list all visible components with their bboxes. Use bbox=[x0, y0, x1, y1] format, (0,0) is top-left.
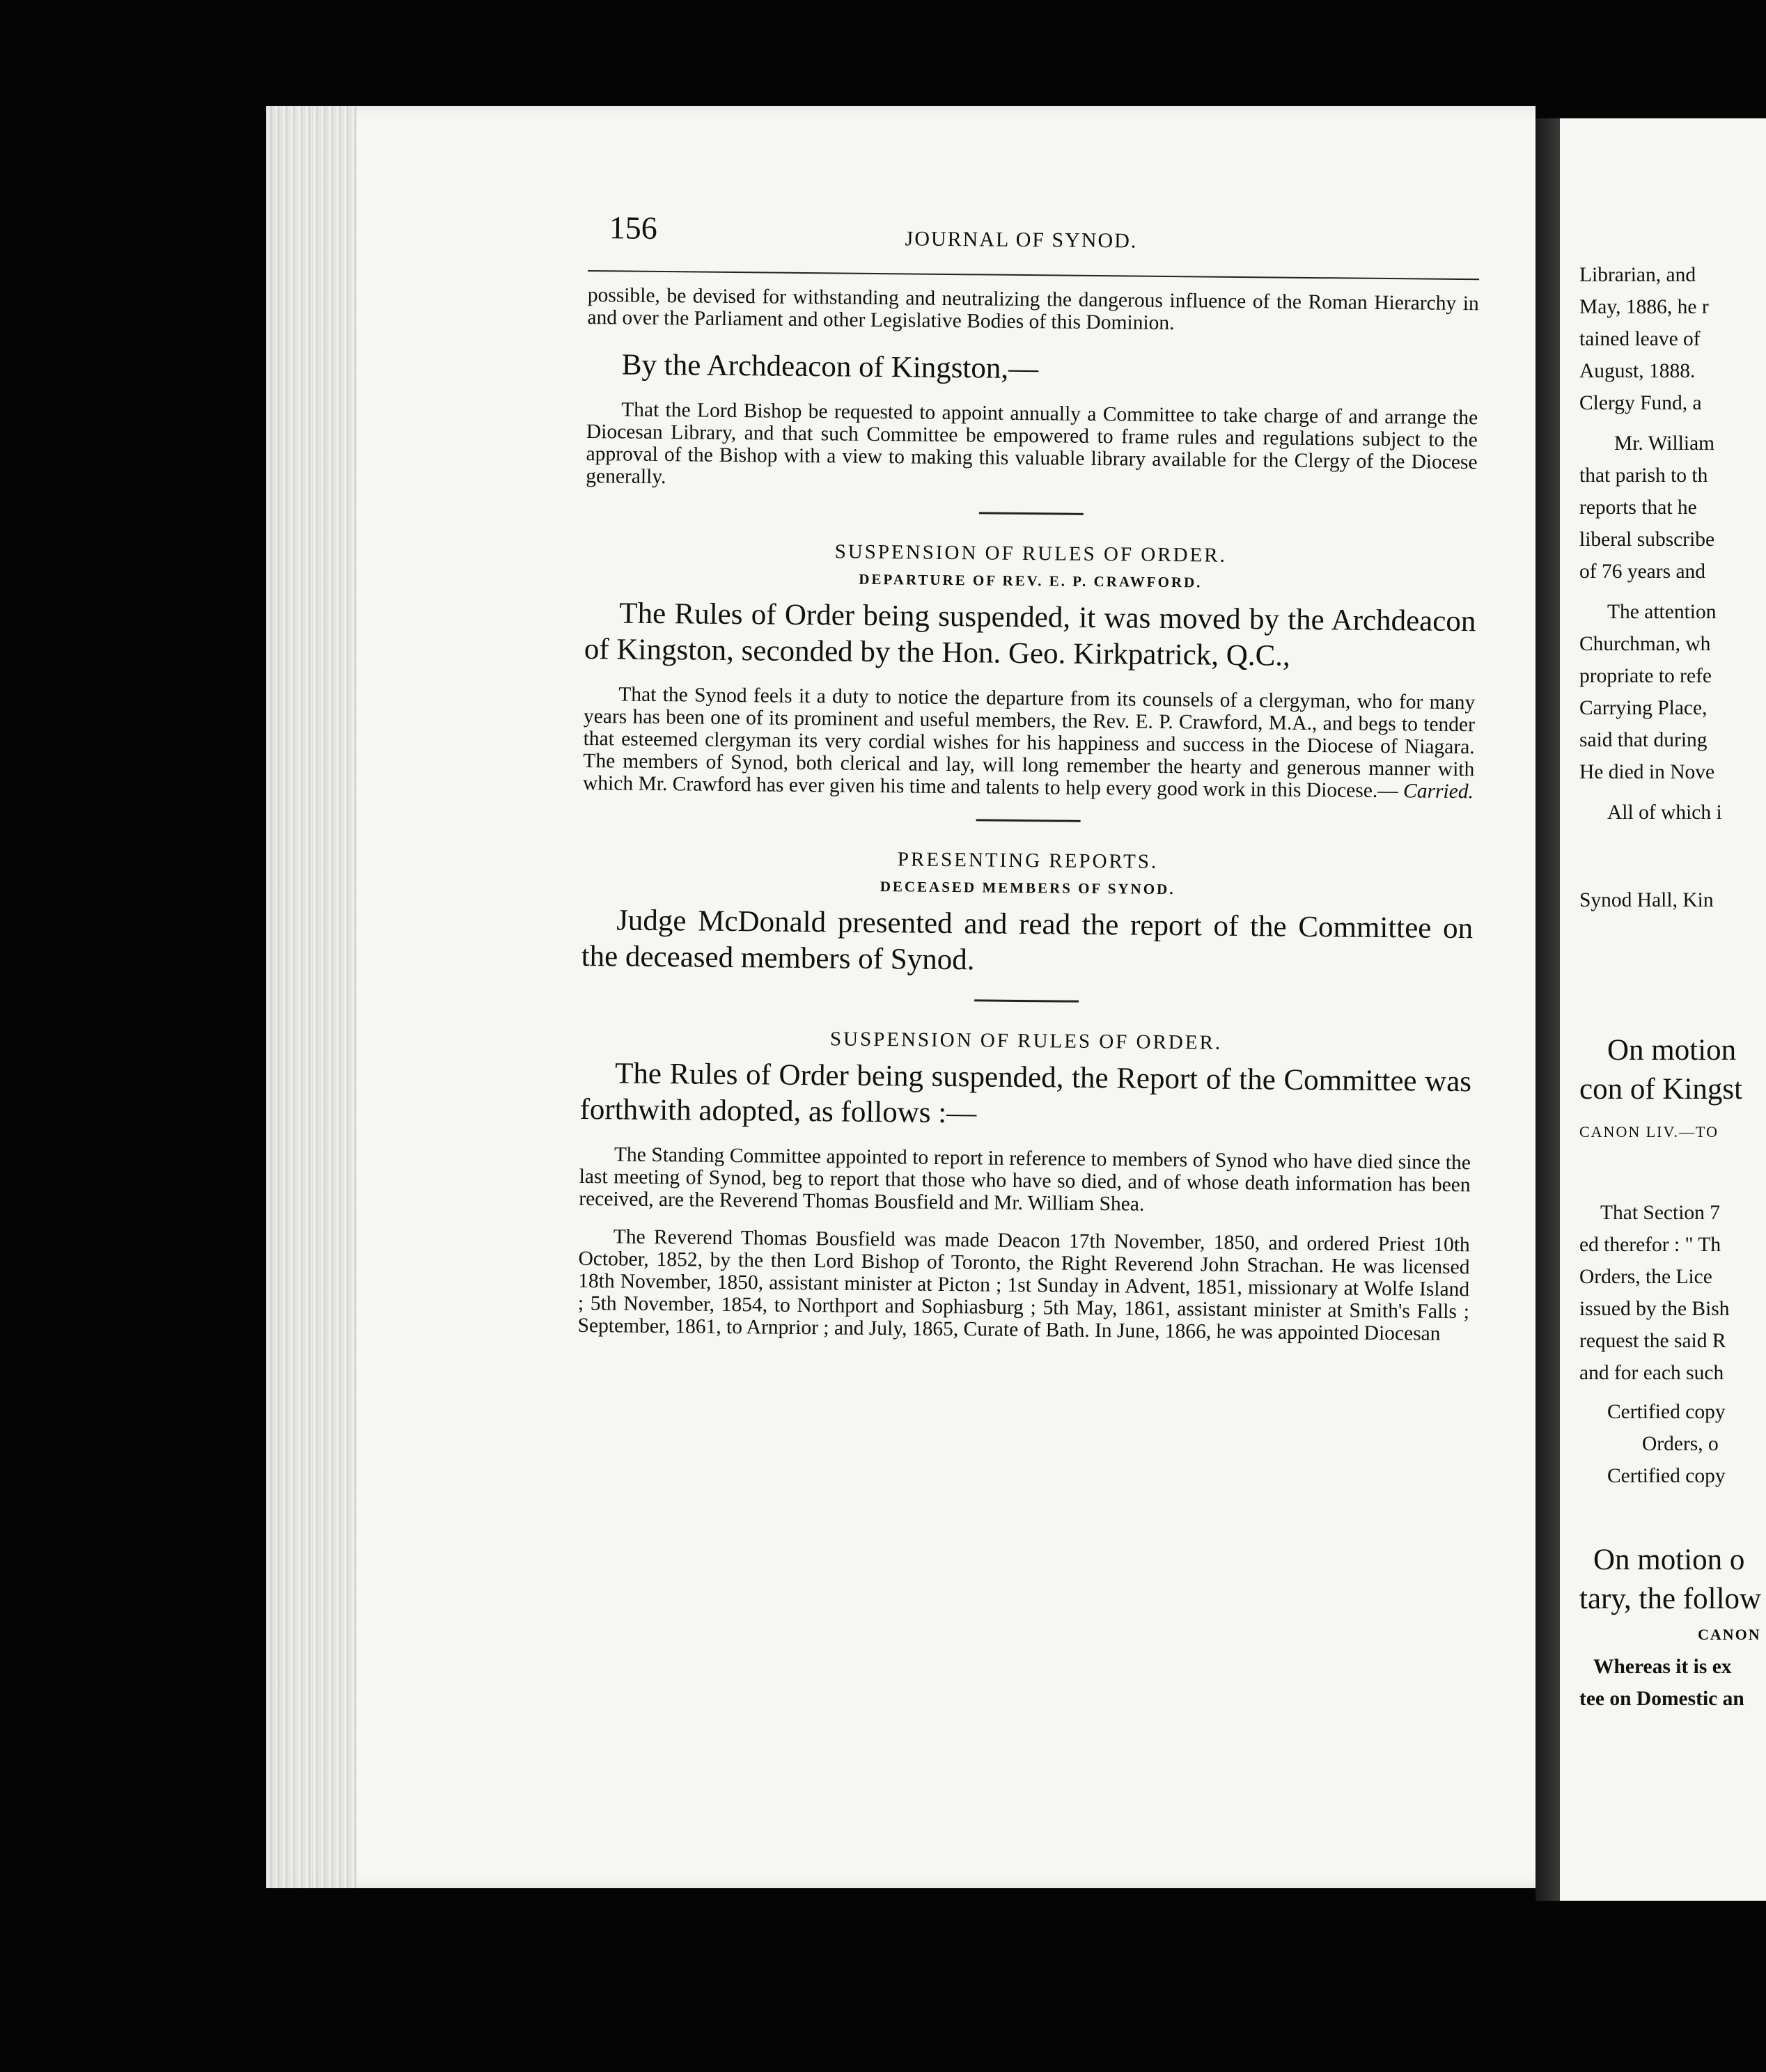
right-line: Carrying Place, bbox=[1579, 697, 1708, 719]
header-rule bbox=[588, 270, 1479, 280]
right-large-line: On motion o bbox=[1593, 1544, 1745, 1576]
right-line: Mr. William bbox=[1614, 432, 1715, 455]
right-line: Churchman, wh bbox=[1579, 633, 1711, 655]
right-line: He died in Nove bbox=[1579, 761, 1715, 783]
right-line: Certified copy bbox=[1607, 1465, 1726, 1487]
right-line: ed therefor : " Th bbox=[1579, 1234, 1721, 1256]
right-line: That Section 7 bbox=[1600, 1202, 1721, 1224]
left-page-text bbox=[577, 209, 1479, 1345]
right-line: Librarian, and bbox=[1579, 264, 1696, 286]
book-gutter bbox=[1536, 118, 1560, 1901]
section-title-suspension-2: SUSPENSION OF RULES OF ORDER. bbox=[829, 1028, 1223, 1054]
right-line: Clergy Fund, a bbox=[1579, 392, 1702, 414]
right-line: request the said R bbox=[1579, 1330, 1726, 1352]
right-line: propriate to refe bbox=[1579, 665, 1712, 687]
section-subtitle-deceased: DECEASED MEMBERS OF SYNOD. bbox=[880, 878, 1175, 898]
right-line: Certified copy bbox=[1607, 1401, 1726, 1423]
right-line: issued by the Bish bbox=[1579, 1298, 1730, 1320]
right-line: tee on Domestic an bbox=[1579, 1688, 1744, 1710]
report-adopted-intro: The Rules of Order being suspended, the Report of the Committee was forthwith adopted, as follows :— bbox=[579, 1057, 1472, 1130]
right-line: Synod Hall, Kin bbox=[1579, 889, 1714, 911]
right-line: Orders, the Lice bbox=[1579, 1266, 1712, 1288]
section-divider bbox=[974, 999, 1079, 1002]
right-line: liberal subscribe bbox=[1579, 528, 1715, 551]
crawford-motion bbox=[583, 683, 1475, 803]
page-number: 156 bbox=[609, 210, 657, 246]
section-title-suspension-1: SUSPENSION OF RULES OF ORDER. bbox=[834, 540, 1228, 567]
right-line: tained leave of bbox=[1579, 328, 1701, 350]
carried-label: Carried. bbox=[1402, 780, 1474, 803]
right-line: said that during bbox=[1579, 729, 1708, 751]
crawford-motion-text: That the Synod feels it a duty to notice the departure from its counsels of a clergyman, who for many years has been one of its prominent and useful members, the Rev. E. P. Crawford, M.A., and begs to tender that esteemed clergyman its very cordial wishes for his happiness and success in the Diocese of Niagara. The members of Synod, both clerical and lay, will long remember the hearty and generous manner with which Mr. Crawford has ever given his time and talents to help every good work in this Diocese.— bbox=[582, 683, 1476, 803]
page-header bbox=[588, 209, 1480, 266]
right-line: reports that he bbox=[1579, 496, 1697, 519]
right-line: that parish to th bbox=[1579, 464, 1708, 487]
crawford-intro: The Rules of Order being suspended, it was moved by the Archdeacon of Kingston, seconded by the Hon. Geo. Kirkpatrick, Q.C., bbox=[584, 597, 1476, 673]
running-head: JOURNAL OF SYNOD. bbox=[905, 227, 1138, 253]
section-divider bbox=[979, 512, 1084, 515]
right-canon-heading: CANON bbox=[1698, 1626, 1761, 1643]
right-line: May, 1886, he r bbox=[1579, 296, 1709, 318]
archdeacon-heading: By the Archdeacon of Kingston,— bbox=[621, 348, 1039, 386]
deceased-report-text: Judge McDonald presented and read the report of the Committee on the deceased members of Synod. bbox=[581, 904, 1474, 977]
right-page-text bbox=[1579, 259, 1766, 1710]
page-edges bbox=[266, 106, 357, 1888]
report-paragraph-1: The Standing Committee appointed to report in reference to members of Synod who have died since the last meeting of Synod, beg to report that those who have so died, and of whose death information has been received, are the Reverend Thomas Bousfield and Mr. William Shea. bbox=[579, 1143, 1471, 1216]
right-large-line: tary, the follow bbox=[1579, 1583, 1762, 1615]
right-line: August, 1888. bbox=[1579, 360, 1696, 382]
right-line: All of which i bbox=[1607, 801, 1722, 824]
report-paragraph-2: The Reverend Thomas Bousfield was made Deacon 17th November, 1850, and ordered Priest 10th October, 1852, by the then Lord Bishop of Toronto, the Right Reverend John Strachan. He was licensed 18th November, 1850, assistant minister at Picton ; 1st Sunday in Advent, 1851, missionary at Wolfe Island ; 5th November, 1854, to Northport and Sophiasburg ; 5th May, 1861, assistant minister at Smith's Falls ; September, 1861, to Arnprior ; and July, 1865, Curate of Bath. In June, 1866, he was appointed Diocesan bbox=[577, 1225, 1470, 1345]
section-subtitle-crawford: DEPARTURE OF REV. E. P. CRAWFORD. bbox=[859, 570, 1203, 591]
archdeacon-motion: That the Lord Bishop be requested to appoint annually a Committee to take charge of and arrange the Diocesan Library, and that such Committee be empowered to frame rules and regulations subject to the approval of the Bishop with a view to making this valuable library available for the Clergy of the Diocese generally. bbox=[586, 398, 1478, 489]
right-large-line: On motion bbox=[1607, 1034, 1737, 1067]
right-line: and for each such bbox=[1579, 1362, 1724, 1384]
right-canon-heading: CANON LIV.—TO bbox=[1579, 1123, 1719, 1140]
right-line: Whereas it is ex bbox=[1593, 1656, 1732, 1678]
right-line: of 76 years and bbox=[1579, 560, 1706, 583]
right-line: The attention bbox=[1607, 601, 1717, 623]
section-divider bbox=[976, 819, 1081, 822]
section-title-reports: PRESENTING REPORTS. bbox=[897, 848, 1159, 873]
right-large-line: con of Kingst bbox=[1579, 1073, 1743, 1106]
opening-text: possible, be devised for withstanding and neutralizing the dangerous influence of the Roman Hierarchy in and over the Parliament and other Legislative Bodies of this Dominion. bbox=[587, 283, 1479, 335]
right-line: Orders, o bbox=[1642, 1433, 1719, 1455]
